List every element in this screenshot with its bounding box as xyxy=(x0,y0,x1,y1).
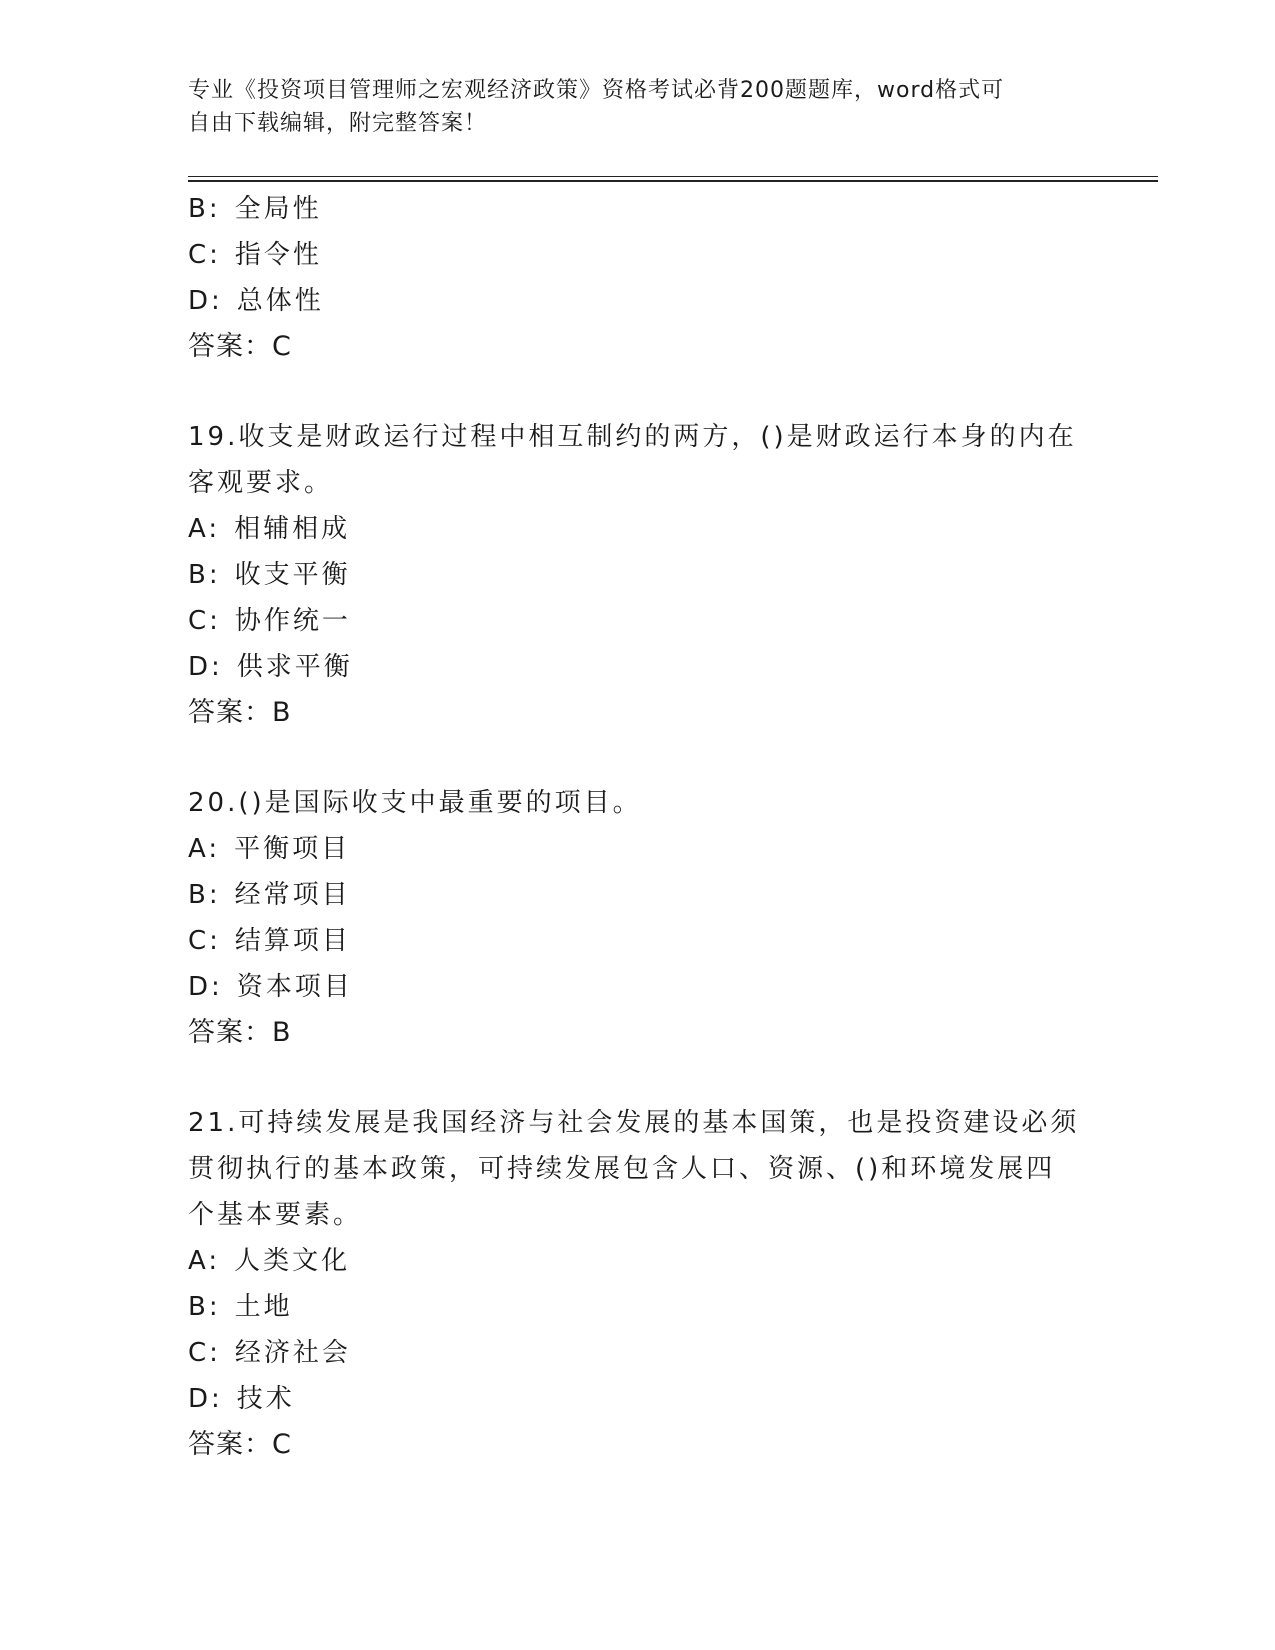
option-b xyxy=(188,186,1088,232)
option-d xyxy=(188,964,1088,1010)
option-text: 相辅相成 xyxy=(234,514,351,544)
option-letter: D: xyxy=(188,652,223,682)
option-a xyxy=(188,1238,1088,1284)
option-letter: C: xyxy=(188,240,221,270)
option-letter: C: xyxy=(188,606,221,636)
question-text-line: 个基本要素。 xyxy=(188,1200,363,1230)
option-text: 经常项目 xyxy=(234,880,351,910)
answer-line: 答案：C xyxy=(188,331,292,362)
option-letter: D: xyxy=(188,972,223,1002)
question-block-19 xyxy=(188,414,1088,736)
option-d xyxy=(188,1376,1088,1422)
option-text: 经济社会 xyxy=(234,1338,351,1368)
header-line-1: 专业《投资项目管理师之宏观经济政策》资格考试必背200题题库，word格式可 xyxy=(188,78,1005,103)
option-letter: A: xyxy=(188,514,221,544)
spacer xyxy=(188,1056,1088,1100)
option-d xyxy=(188,644,1088,690)
option-letter: B: xyxy=(188,1292,221,1322)
option-b xyxy=(188,1284,1088,1330)
option-text: 资本项目 xyxy=(236,972,353,1002)
option-text: 全局性 xyxy=(234,194,322,224)
option-text: 总体性 xyxy=(236,286,324,316)
option-letter: C: xyxy=(188,1338,221,1368)
answer-line: 答案：C xyxy=(188,1429,292,1460)
question-text-line: 21.可持续发展是我国经济与社会发展的基本国策，也是投资建设必须 xyxy=(188,1108,1080,1138)
option-letter: C: xyxy=(188,926,221,956)
option-letter: B: xyxy=(188,880,221,910)
question-text-line: 19.收支是财政运行过程中相互制约的两方，()是财政运行本身的内在 xyxy=(188,422,1077,452)
option-c xyxy=(188,232,1088,278)
prev-question-block xyxy=(188,186,1088,370)
question-text-line: 20.()是国际收支中最重要的项目。 xyxy=(188,788,642,818)
option-b xyxy=(188,552,1088,598)
option-text: 收支平衡 xyxy=(234,560,351,590)
question-block-21 xyxy=(188,1100,1088,1468)
option-c xyxy=(188,918,1088,964)
option-letter: B: xyxy=(188,560,221,590)
option-a xyxy=(188,826,1088,872)
header-line-2: 自由下载编辑，附完整答案！ xyxy=(188,111,488,136)
option-c xyxy=(188,1330,1088,1376)
option-text: 供求平衡 xyxy=(236,652,353,682)
question-block-20 xyxy=(188,780,1088,1056)
document-header xyxy=(188,74,1088,140)
option-letter: D: xyxy=(188,286,223,316)
spacer xyxy=(188,736,1088,780)
option-text: 结算项目 xyxy=(234,926,351,956)
answer-line: 答案：B xyxy=(188,697,292,728)
option-c xyxy=(188,598,1088,644)
option-letter: A: xyxy=(188,834,221,864)
option-d xyxy=(188,278,1088,324)
option-text: 技术 xyxy=(236,1384,295,1414)
option-letter: D: xyxy=(188,1384,223,1414)
option-text: 协作统一 xyxy=(234,606,351,636)
option-text: 土地 xyxy=(234,1292,293,1322)
question-text-line: 贯彻执行的基本政策，可持续发展包含人口、资源、()和环境发展四 xyxy=(188,1154,1056,1184)
option-letter: B: xyxy=(188,194,221,224)
option-text: 人类文化 xyxy=(234,1246,351,1276)
option-text: 平衡项目 xyxy=(234,834,351,864)
option-b xyxy=(188,872,1088,918)
spacer xyxy=(188,370,1088,414)
header-divider-thin xyxy=(188,176,1158,177)
question-content xyxy=(188,186,1088,1468)
question-text-line: 客观要求。 xyxy=(188,468,334,498)
option-a xyxy=(188,506,1088,552)
option-text: 指令性 xyxy=(234,240,322,270)
header-divider-thick xyxy=(188,180,1158,182)
answer-line: 答案：B xyxy=(188,1017,292,1048)
option-letter: A: xyxy=(188,1246,221,1276)
